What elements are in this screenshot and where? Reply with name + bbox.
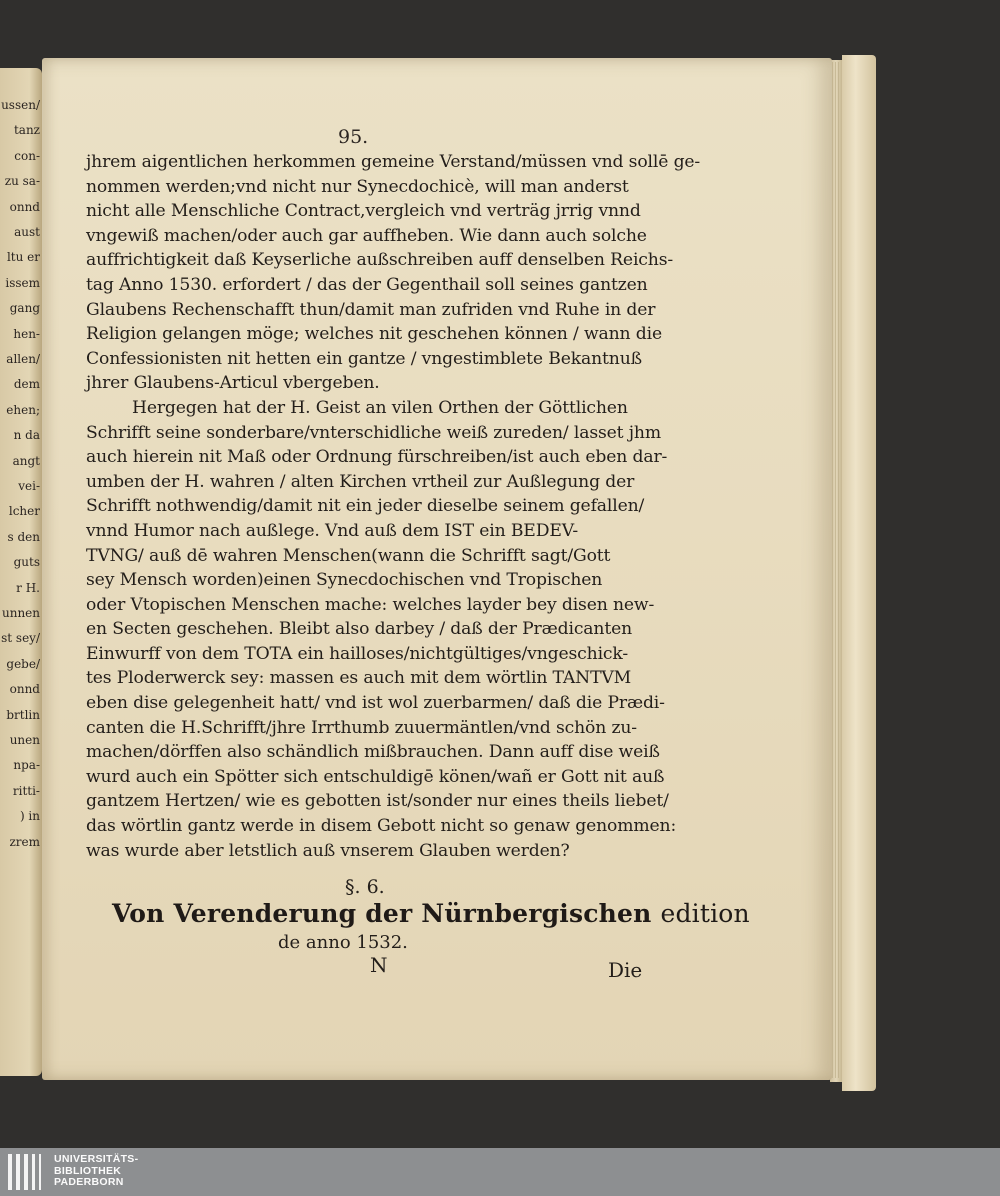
- left-page-fragment: unen: [9, 733, 40, 747]
- left-page-fragment: allen/: [6, 352, 40, 366]
- text-line: gantzem Hertzen/ wie es gebotten ist/sonder nur eines theils liebet/: [86, 791, 669, 812]
- left-page-fragment: hen-: [13, 326, 40, 341]
- left-page-fragment: ritti-: [12, 783, 40, 798]
- text-line: vngewiß machen/oder auch gar auffheben. Wie dann auch solche: [86, 225, 647, 246]
- text-line: jhrer Glaubens-Articul vbergeben.: [86, 373, 380, 394]
- text-line: auffrichtigkeit daß Keyserliche außschreiben auff denselben Reichs-: [86, 250, 674, 271]
- text-line: oder Vtopischen Menschen mache: welches layder bey disen new-: [86, 594, 655, 615]
- library-logo-icon: [8, 1154, 44, 1190]
- text-line: nommen werden;vnd nicht nur Synecdochicè, will man anderst: [86, 176, 629, 197]
- section-subheading: de anno 1532.: [278, 932, 408, 953]
- text-line: sey Mensch worden)einen Synecdochischen vnd Tropischen: [86, 570, 603, 591]
- logo-line-1: UNIVERSITÄTS-: [54, 1153, 139, 1165]
- text-line: Religion gelangen möge; welches nit geschehen können / wann die: [86, 324, 662, 345]
- left-page-fragment: ehen;: [6, 402, 40, 417]
- left-page-fragment: s den: [7, 529, 40, 544]
- page-stack-lines: [832, 62, 840, 1078]
- text-line: vnnd Humor nach außlege. Vnd auß dem IST ein BEDEV-: [86, 520, 579, 541]
- heading-main: Von Verenderung der Nürnbergischen: [112, 899, 652, 928]
- text-line: nicht alle Menschliche Contract,vergleich vnd verträg jrrig vnnd: [86, 201, 641, 222]
- text-line: Confessionisten nit hetten ein gantze / vngestimblete Bekantnuß: [86, 348, 642, 369]
- left-page-fragment: con-: [14, 148, 40, 163]
- text-line: canten die H.Schrifft/jhre Irrthumb zuuermäntlen/vnd schön zu-: [86, 717, 637, 738]
- left-page-fragment: angt: [12, 453, 40, 468]
- left-page-fragment: onnd: [9, 682, 40, 697]
- text-line: en Secten geschehen. Bleibt also darbey / daß der Prædicanten: [86, 619, 633, 640]
- text-line: Glaubens Rechenschafft thun/damit man zufriden vnd Ruhe in der: [86, 299, 656, 320]
- text-line: Schrifft seine sonderbare/vnterschidliche weiß zureden/ lasset jhm: [86, 422, 661, 443]
- left-page-fragment: issem: [5, 275, 40, 290]
- left-page-fragment: n da: [13, 428, 40, 443]
- section-mark: §. 6.: [345, 876, 385, 898]
- left-page-fragment: st sey/: [1, 631, 40, 646]
- left-page-fragment: ussen/: [1, 98, 40, 112]
- book-cover-edge: [842, 55, 876, 1091]
- library-logo-text: [54, 1154, 138, 1189]
- left-page-fragment: tanz: [13, 123, 40, 138]
- left-page-fragment: dem: [13, 377, 40, 392]
- left-page-fragment: brtlin: [6, 707, 40, 722]
- left-page-fragment: guts: [13, 555, 40, 570]
- body-text: [86, 150, 701, 863]
- logo-line-3: PADERBORN: [54, 1176, 124, 1188]
- left-page-fragment: ltu er: [6, 250, 40, 265]
- text-line: TVNG/ auß dē wahren Menschen(wann die Schrifft sagt/Gott: [86, 545, 611, 566]
- heading-edition: edition: [660, 899, 750, 928]
- text-line: das wörtlin gantz werde in disem Gebott nicht so genaw genommen:: [86, 816, 677, 837]
- text-line: Schrifft nothwendig/damit nit ein jeder dieselbe seinem gefallen/: [86, 496, 645, 517]
- page-number: 95.: [338, 126, 369, 148]
- text-line: tes Ploderwerck sey: massen es auch mit dem wörtlin TANTVM: [86, 668, 632, 689]
- left-page-fragment: vei-: [18, 479, 40, 493]
- left-page-fragment: onnd: [9, 199, 40, 214]
- left-page-fragment: gang: [9, 301, 40, 316]
- left-page-fragment: zrem: [9, 834, 40, 849]
- left-page-fragment: zu sa-: [4, 174, 40, 189]
- left-page-fragment: aust: [14, 225, 40, 239]
- text-line: wurd auch ein Spötter sich entschuldigē könen/wañ er Gott nit auß: [86, 766, 665, 787]
- left-page-fragment: r H.: [16, 580, 40, 595]
- text-line: eben dise gelegenheit hatt/ vnd ist wol zuerbarmen/ daß die Prædi-: [86, 693, 665, 714]
- text-line: machen/dörffen also schändlich mißbrauchen. Dann auff dise weiß: [86, 742, 660, 763]
- section-heading: [112, 899, 750, 928]
- text-line: jhrem aigentlichen herkommen gemeine Verstand/müssen vnd sollē ge-: [86, 152, 701, 172]
- left-page-fragment: lcher: [8, 504, 40, 519]
- left-page-fragment: gebe/: [6, 656, 40, 671]
- text-line: was wurde aber letstlich auß vnserem Glauben werden?: [86, 840, 570, 861]
- text-line: auch hierein nit Maß oder Ordnung fürschreiben/ist auch eben dar-: [86, 447, 668, 468]
- footer-bar: [0, 1148, 1000, 1196]
- text-line: Einwurff von dem TOTA ein hailloses/nichtgültiges/vngeschick-: [86, 643, 629, 664]
- text-line: tag Anno 1530. erfordert / das der Gegenthail soll seines gantzen: [86, 274, 648, 295]
- left-page-edge: [0, 68, 42, 1076]
- left-page-fragment: unnen: [1, 606, 40, 620]
- catchword: Die: [608, 958, 643, 982]
- signature-mark: N: [370, 953, 388, 977]
- left-page-fragment: npa-: [13, 758, 40, 773]
- logo-line-2: BIBLIOTHEK: [54, 1164, 122, 1177]
- left-page-fragment: ) in: [19, 809, 40, 824]
- text-line: Hergegen hat der H. Geist an vilen Orthen der Göttlichen: [132, 397, 628, 418]
- text-line: umben der H. wahren / alten Kirchen vrtheil zur Außlegung der: [86, 471, 635, 492]
